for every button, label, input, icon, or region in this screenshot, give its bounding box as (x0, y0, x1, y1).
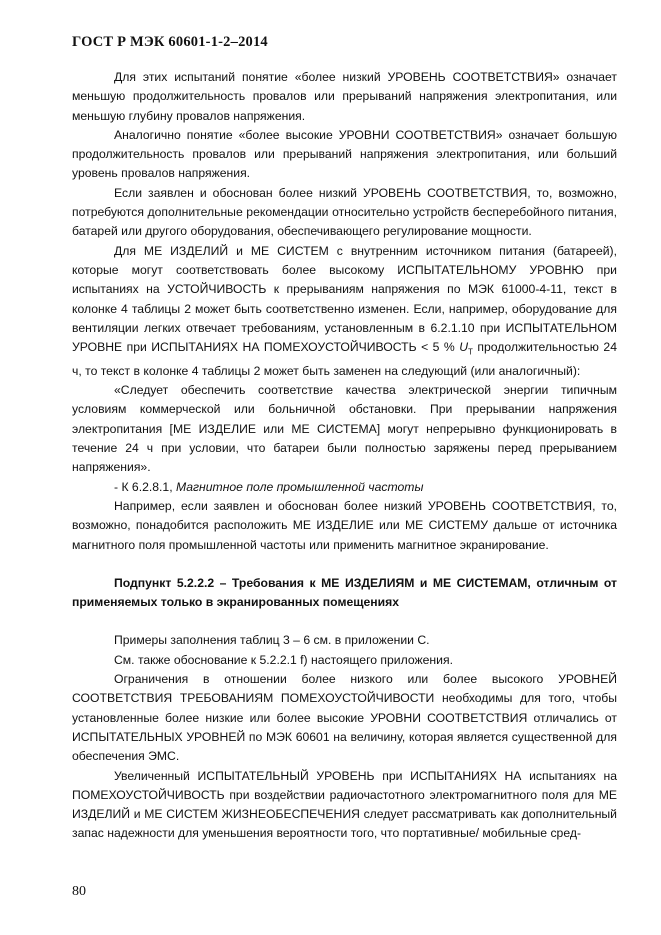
paragraph: Для этих испытаний понятие «более низкий УРОВЕНЬ СООТВЕТСТВИЯ» означает меньшую продолжительность провалов или прерываний напряжения электропитания, или меньшую глубину провалов напряжения. (72, 70, 617, 123)
paragraph: Если заявлен и обоснован более низкий УРОВЕНЬ СООТВЕТСТВИЯ, то, возможно, потребуются дополнительные рекомендации относительно устройств бесперебойного питания, батарей или другого оборудования, обеспечивающего регулирование мощности. (72, 185, 617, 239)
reference-title: Магнитное поле промышленной частоты (175, 479, 424, 494)
reference-line (72, 478, 617, 497)
paragraph: Например, если заявлен и обоснован более низкий УРОВЕНЬ СООТВЕТСТВИЯ, то, возможно, понадобится расположить МЕ ИЗДЕЛИЕ или МЕ СИСТЕМУ дальше от источника магнитного поля промышленной частоты или применить магнитное экранирование. (72, 498, 617, 552)
quoted-text: «Следует обеспечить соответствие качества электрической энергии типичным условиям коммерческой или больничной обстановки. При прерывании напряжения электропитания [МЕ ИЗДЕЛИЕ или МЕ СИСТЕМА] могут непрерывно функционировать в течение 24 ч при условии, что батареи были полностью заряжены перед прерыванием напряжения». (72, 383, 617, 475)
document-header: ГОСТ Р МЭК 60601-1-2–2014 (72, 34, 268, 50)
paragraph: Ограничения в отношении более низкого или более высокого УРОВНЕЙ СООТВЕТСТВИЯ ТРЕБОВАНИЯМ ПОМЕХОУСТОЙЧИВОСТИ необходимы для того, чтобы установленные более низкие или более высокие УРОВНИ СООТВЕТСТВИЯ отличались от ИСПЫТАТЕЛЬНЫХ УРОВНЕЙ по МЭК 60601 на величину, которая является существенной для обеспечения ЭМС. (72, 672, 617, 764)
reference-prefix: - К 6.2.8.1, (114, 479, 176, 494)
spacer (72, 612, 617, 631)
voltage-subscript: T (468, 347, 473, 357)
paragraph: См. также обоснование к 5.2.2.1 f) настоящего приложения. (114, 652, 453, 667)
paragraph-text: Для МЕ ИЗДЕЛИЙ и МЕ СИСТЕМ с внутренним источником питания (батареей), которые могут соответствовать более высокому ИСПЫТАТЕЛЬНОМУ УРОВНЮ при испытаниях на УСТОЙЧИВОСТЬ к прерываниям напряжения по МЭК 61000-4-11, текст в колонке 4 таблицы 2 может быть соответственно изменен. Если, например, оборудование для вентиляции легких отвечает требованиям, установленным в 6.2.1.10 при ИСПЫТАТЕЛЬНОМ УРОВНЕ при ИСПЫТАНИЯХ НА ПОМЕХОУСТОЙЧИВОСТЬ < 5 % (72, 243, 617, 355)
voltage-symbol: U (459, 340, 469, 355)
paragraph: Аналогично понятие «более высокие УРОВНИ СООТВЕТСТВИЯ» означает большую продолжительность провалов или прерываний напряжения электропитания, или больший уровень провалов напряжения. (72, 127, 617, 181)
page-body (72, 68, 617, 844)
page-number: 80 (72, 884, 86, 899)
spacer (72, 555, 617, 574)
paragraph (72, 242, 617, 382)
paragraph-text: продолжительностью 24 ч, то текст в колонке 4 таблицы 2 может быть заменен на следующий (или аналогичный): (72, 340, 617, 378)
paragraph: Увеличенный ИСПЫТАТЕЛЬНЫЙ УРОВЕНЬ при ИСПЫТАНИЯХ НА испытаниях на ПОМЕХОУСТОЙЧИВОСТЬ при воздействии радиочастотного электромагнитного поля для МЕ ИЗДЕЛИЙ и МЕ СИСТЕМ ЖИЗНЕОБЕСПЕЧЕНИЯ следует рассматривать как дополнительный запас надежности для уменьшения вероятности того, что портативные/ мобильные сред- (72, 768, 617, 841)
section-heading: Подпункт 5.2.2.2 – Требования к МЕ ИЗДЕЛИЯМ и МЕ СИСТЕМАМ, отличным от применяемых только в экранированных помещениях (72, 575, 617, 610)
paragraph: Примеры заполнения таблиц 3 – 6 см. в приложении С. (114, 633, 430, 648)
